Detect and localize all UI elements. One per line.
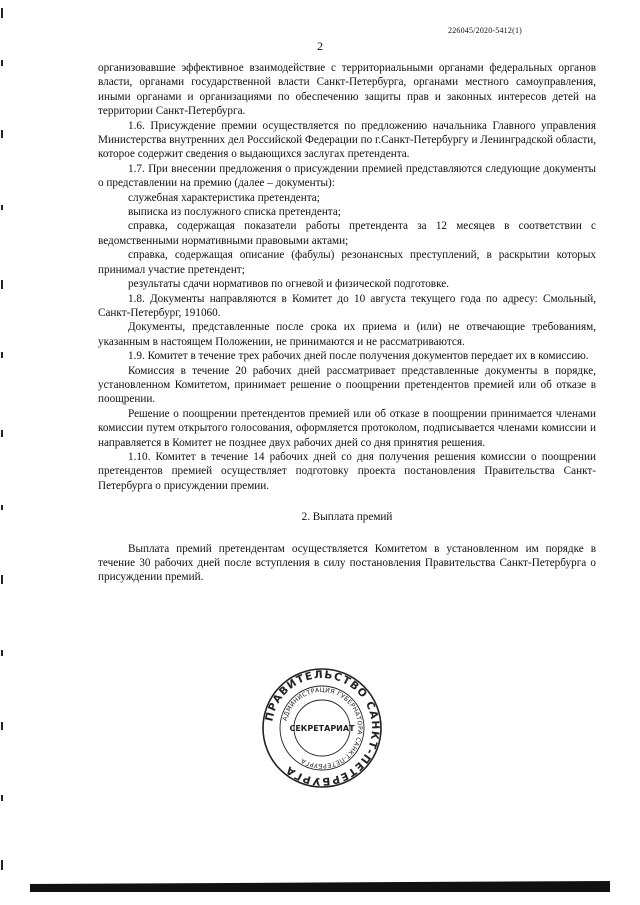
document-id: 226045/2020-5412(1) xyxy=(448,26,523,35)
scan-edge-marks xyxy=(0,0,6,905)
official-seal xyxy=(261,667,383,789)
paragraph-commission-review: Комиссия в течение 20 рабочих дней рассматривает представленные документы в порядке, установленном Комитетом, принимает решение о поощрении претендентов премией или об отказе в поощрении. xyxy=(98,364,596,406)
list-item-training-results: результаты сдачи нормативов по огневой и физической подготовке. xyxy=(128,278,450,291)
list-item-characteristic: служебная характеристика претендента; xyxy=(128,191,320,204)
document-body xyxy=(98,61,596,585)
paragraph-1-6: 1.6. Присуждение премии осуществляется по предложению начальника Главного управления Министерства внутренних дел Российской Федерации по г.Санкт-Петербургу и Ленинградской области, которое содержит сведения о выдающихся заслугах претендента. xyxy=(98,119,596,161)
section-heading: 2. Выплата премий xyxy=(301,511,393,524)
seal-outer-text: ПРАВИТЕЛЬСТВО САНКТ-ПЕТЕРБУРГА xyxy=(263,668,382,788)
list-item-performance-reference: справка, содержащая показатели работы претендента за 12 месяцев в соответствии с ведомственными нормативными правовыми актами; xyxy=(98,220,596,247)
list-item-service-record: выписка из послужного списка претендента; xyxy=(128,206,341,219)
seal-inner-text: АДМИНИСТРАЦИЯ ГУБЕРНАТОРА САНКТ-ПЕТЕРБУРГА xyxy=(281,686,364,770)
scan-bottom-edge xyxy=(30,880,610,892)
paragraph-1-10: 1.10. Комитет в течение 14 рабочих дней со дня получения решения комиссии о поощрении претендентов премией осуществляет подготовку проекта постановления Правительства Санкт-Петербурга о присуждении премии. xyxy=(98,450,596,492)
paragraph-1-7: 1.7. При внесении предложения о присуждении премией представляются следующие документы о представлении на премию (далее – документы): xyxy=(98,162,596,190)
paragraph-1-8: 1.8. Документы направляются в Комитет до 10 августа текущего года по адресу: Смольный, Санкт-Петербург, 191060. xyxy=(98,292,596,319)
seal-center-text: СЕКРЕТАРИАТ xyxy=(289,724,355,733)
list-item-crimes-reference: справка, содержащая описание (фабулы) резонансных преступлений, в раскрытии которых принимал участие претендент; xyxy=(98,249,596,276)
paragraph-continuation: организовавшие эффективное взаимодействие с территориальными органами федеральных органов власти, органами государственной власти Санкт-Петербурга, органами местного самоуправления, иными органами и организациями по обеспечению защиты прав и законных интересов детей на территории Санкт-Петербурга. xyxy=(98,62,596,118)
paragraph-documents-rejection: Документы, представленные после срока их приема и (или) не отвечающие требованиям, указанным в настоящем Положении, не принимаются и не рассматриваются. xyxy=(98,321,596,348)
paragraph-1-9: 1.9. Комитет в течение трех рабочих дней после получения документов передает их в комиссию. xyxy=(128,350,589,363)
paragraph-payment: Выплата премий претендентам осуществляется Комитетом в установленном им порядке в течение 30 рабочих дней после вступления в силу постановления Правительства Санкт-Петербурга о присуждении премий. xyxy=(98,542,596,584)
paragraph-commission-decision: Решение о поощрении претендентов премией или об отказе в поощрении принимается членами комиссии путем открытого голосования, оформляется протоколом, подписывается членами комиссии и направляется в Комитет не позднее двух рабочих дней со дня принятия решения. xyxy=(98,407,596,449)
page-number: 2 xyxy=(317,39,323,53)
